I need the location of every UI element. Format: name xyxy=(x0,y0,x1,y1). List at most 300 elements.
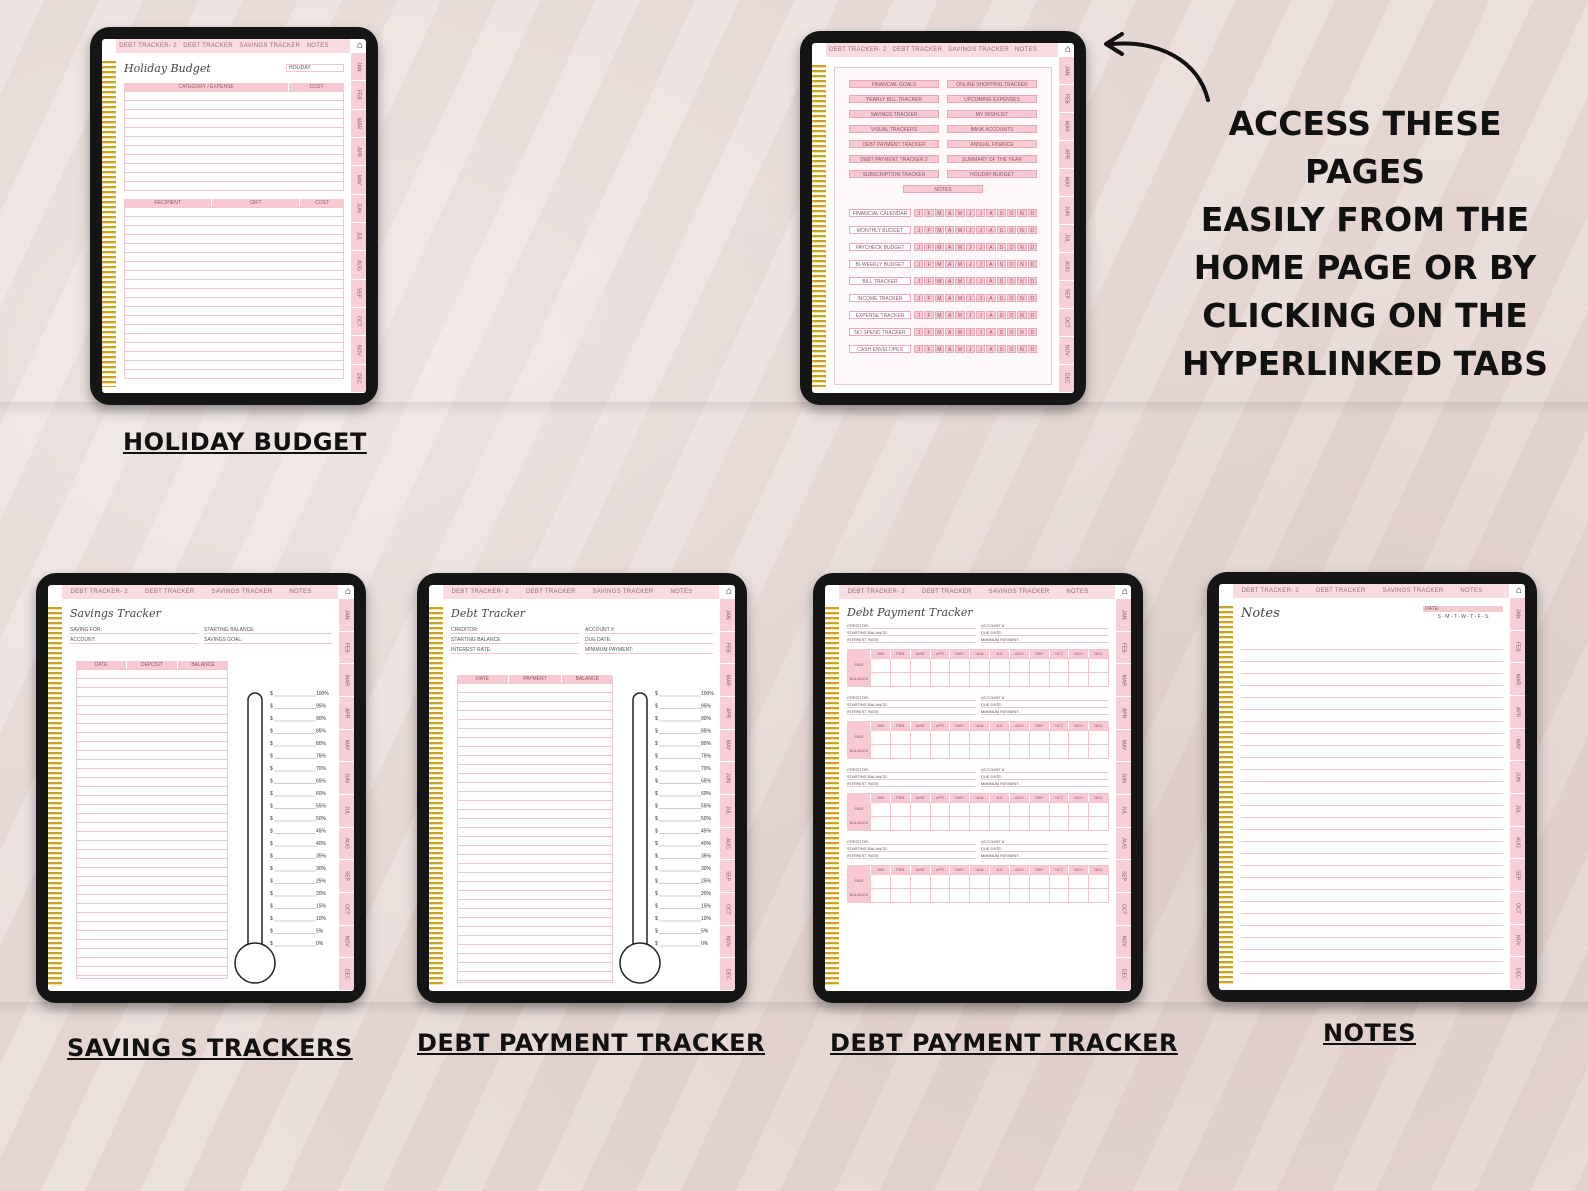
month-tab-jun[interactable]: JUN xyxy=(351,195,366,223)
home-month-link[interactable]: A xyxy=(986,328,995,336)
home-month-link[interactable]: N xyxy=(1017,294,1026,302)
home-link[interactable]: HOLIDAY BUDGET xyxy=(947,170,1037,178)
home-month-link[interactable]: O xyxy=(1007,345,1016,353)
home-month-link[interactable]: O xyxy=(1007,328,1016,336)
grid-cell[interactable] xyxy=(910,744,930,758)
monthly-payment-grid[interactable] xyxy=(847,865,1109,903)
home-month-link[interactable]: J xyxy=(914,277,923,285)
month-tab-sep[interactable]: SEP xyxy=(1510,859,1525,892)
month-tab-jan[interactable]: JAN xyxy=(351,53,366,81)
home-month-link[interactable]: A xyxy=(945,311,954,319)
grid-cell[interactable] xyxy=(910,730,930,744)
grid-cell[interactable] xyxy=(989,816,1009,830)
interest-rate-field[interactable]: INTEREST RATE: xyxy=(847,709,975,715)
home-month-link[interactable]: J xyxy=(914,345,923,353)
grid-cell[interactable] xyxy=(949,888,969,902)
starting-balance-field[interactable]: STARTING BALANCE: xyxy=(204,627,332,634)
expense-table[interactable] xyxy=(124,91,344,191)
month-tab-jul[interactable]: JUL xyxy=(339,795,354,828)
grid-cell[interactable] xyxy=(1068,744,1088,758)
home-month-link[interactable]: J xyxy=(966,311,975,319)
home-month-link[interactable]: O xyxy=(1007,311,1016,319)
home-link[interactable]: SUMMARY OF THE YEAR xyxy=(947,155,1037,163)
home-month-link[interactable]: J xyxy=(976,209,985,217)
home-month-link[interactable]: D xyxy=(1028,209,1037,217)
home-row-label[interactable]: NO SPEND TRACKER xyxy=(849,328,911,336)
nav-debt-tracker[interactable]: DEBT TRACKER xyxy=(144,589,195,595)
month-tab-nov[interactable]: NOV xyxy=(1116,926,1131,959)
home-month-link[interactable]: A xyxy=(945,294,954,302)
home-month-link[interactable]: F xyxy=(924,226,933,234)
month-tab-aug[interactable]: AUG xyxy=(720,828,735,861)
grid-cell[interactable] xyxy=(890,658,910,672)
grid-cell[interactable] xyxy=(890,744,910,758)
home-month-link[interactable]: M xyxy=(955,260,964,268)
home-month-link[interactable]: A xyxy=(986,260,995,268)
due-date-field[interactable]: DUE DATE: xyxy=(981,630,1109,636)
grid-cell[interactable] xyxy=(1009,888,1029,902)
home-month-link[interactable]: O xyxy=(1007,209,1016,217)
grid-cell[interactable] xyxy=(989,658,1009,672)
grid-cell[interactable] xyxy=(989,672,1009,686)
due-date-field[interactable]: DUE DATE: xyxy=(981,774,1109,780)
home-month-link[interactable]: J xyxy=(914,311,923,319)
month-tab-jun[interactable]: JUN xyxy=(1510,761,1525,794)
home-month-link[interactable]: A xyxy=(945,345,954,353)
home-row-label[interactable]: INCOME TRACKER xyxy=(849,294,911,302)
home-month-link[interactable]: S xyxy=(997,243,1006,251)
grid-cell[interactable] xyxy=(870,816,890,830)
minimum-payment-field[interactable]: MINIMUM PAYMENT: xyxy=(981,781,1109,787)
month-tab-feb[interactable]: FEB xyxy=(339,632,354,665)
grid-cell[interactable] xyxy=(969,888,989,902)
grid-cell[interactable] xyxy=(1009,658,1029,672)
month-tab-oct[interactable]: OCT xyxy=(1510,892,1525,925)
home-month-link[interactable]: A xyxy=(945,226,954,234)
grid-cell[interactable] xyxy=(910,816,930,830)
home-month-link[interactable]: J xyxy=(914,226,923,234)
grid-cell[interactable] xyxy=(949,874,969,888)
month-tab-feb[interactable]: FEB xyxy=(1510,631,1525,664)
grid-cell[interactable] xyxy=(989,744,1009,758)
month-tab-jun[interactable]: JUN xyxy=(1059,197,1074,225)
home-month-link[interactable]: A xyxy=(945,209,954,217)
home-month-link[interactable]: S xyxy=(997,294,1006,302)
account-field[interactable]: ACCOUNT #: xyxy=(981,623,1109,629)
month-tab-sep[interactable]: SEP xyxy=(1059,281,1074,309)
home-month-link[interactable]: M xyxy=(935,328,944,336)
month-tab-sep[interactable]: SEP xyxy=(1116,860,1131,893)
home-month-link[interactable]: F xyxy=(924,277,933,285)
starting-balance-field[interactable]: STARTING BALANCE: xyxy=(451,637,579,644)
home-link[interactable]: ONLINE SHOPPING TRACKER xyxy=(947,80,1037,88)
home-month-link[interactable]: M xyxy=(955,243,964,251)
home-month-link[interactable]: N xyxy=(1017,260,1026,268)
month-tab-apr[interactable]: APR xyxy=(1116,697,1131,730)
grid-cell[interactable] xyxy=(890,874,910,888)
grid-cell[interactable] xyxy=(969,802,989,816)
month-tab-feb[interactable]: FEB xyxy=(1059,85,1074,113)
grid-cell[interactable] xyxy=(910,658,930,672)
month-tab-nov[interactable]: NOV xyxy=(720,926,735,959)
home-month-link[interactable]: D xyxy=(1028,311,1037,319)
home-month-link[interactable]: M xyxy=(935,260,944,268)
home-row-label[interactable]: BILL TRACKER xyxy=(849,277,911,285)
grid-cell[interactable] xyxy=(949,658,969,672)
grid-cell[interactable] xyxy=(870,730,890,744)
due-date-field[interactable]: DUE DATE: xyxy=(585,637,713,644)
month-tab-apr[interactable]: APR xyxy=(720,697,735,730)
home-month-link[interactable]: M xyxy=(935,243,944,251)
grid-cell[interactable] xyxy=(1029,658,1049,672)
date-field[interactable]: DATE: xyxy=(1423,606,1503,612)
grid-cell[interactable] xyxy=(930,744,950,758)
home-month-link[interactable]: N xyxy=(1017,328,1026,336)
grid-cell[interactable] xyxy=(1009,744,1029,758)
home-month-link[interactable]: N xyxy=(1017,277,1026,285)
month-tab-may[interactable]: MAY xyxy=(339,730,354,763)
grid-cell[interactable] xyxy=(1068,802,1088,816)
grid-cell[interactable] xyxy=(930,888,950,902)
month-tab-mar[interactable]: MAR xyxy=(720,664,735,697)
home-icon[interactable]: ⌂ xyxy=(725,586,732,597)
grid-cell[interactable] xyxy=(969,730,989,744)
nav-savings-tracker[interactable]: SAVINGS TRACKER xyxy=(988,589,1050,595)
month-tab-jan[interactable]: JAN xyxy=(1059,57,1074,85)
interest-rate-field[interactable]: INTEREST RATE: xyxy=(847,637,975,643)
month-tab-oct[interactable]: OCT xyxy=(339,893,354,926)
grid-cell[interactable] xyxy=(969,874,989,888)
nav-notes[interactable]: NOTES xyxy=(1460,588,1483,594)
grid-cell[interactable] xyxy=(1029,730,1049,744)
grid-cell[interactable] xyxy=(1009,802,1029,816)
month-tab-nov[interactable]: NOV xyxy=(1510,925,1525,958)
nav-debt-tracker[interactable]: DEBT TRACKER xyxy=(525,589,576,595)
home-month-link[interactable]: M xyxy=(955,345,964,353)
grid-cell[interactable] xyxy=(890,672,910,686)
home-month-link[interactable]: A xyxy=(945,243,954,251)
month-tab-nov[interactable]: NOV xyxy=(351,336,366,364)
home-month-link[interactable]: J xyxy=(976,260,985,268)
home-month-link[interactable]: J xyxy=(976,277,985,285)
minimum-payment-field[interactable]: MINIMUM PAYMENT: xyxy=(585,647,713,654)
nav-debt-tracker-2[interactable]: DEBT TRACKER- 2 xyxy=(828,47,887,53)
home-month-link[interactable]: F xyxy=(924,345,933,353)
nav-debt-tracker-2[interactable]: DEBT TRACKER- 2 xyxy=(119,43,177,49)
nav-savings-tracker[interactable]: SAVINGS TRACKER xyxy=(239,43,301,49)
month-tab-may[interactable]: MAY xyxy=(1116,730,1131,763)
creditor-field[interactable]: CREDITOR: xyxy=(847,767,975,773)
saving-for-field[interactable]: SAVING FOR: xyxy=(70,627,198,634)
home-month-link[interactable]: F xyxy=(924,260,933,268)
home-month-link[interactable]: O xyxy=(1007,294,1016,302)
grid-cell[interactable] xyxy=(1068,658,1088,672)
month-tab-aug[interactable]: AUG xyxy=(1510,827,1525,860)
account-field[interactable]: ACCOUNT: xyxy=(70,637,198,644)
home-month-link[interactable]: N xyxy=(1017,209,1026,217)
home-icon[interactable]: ⌂ xyxy=(344,586,351,597)
account-field[interactable]: ACCOUNT #: xyxy=(981,839,1109,845)
home-month-link[interactable]: A xyxy=(945,260,954,268)
grid-cell[interactable] xyxy=(930,816,950,830)
home-month-link[interactable]: A xyxy=(986,345,995,353)
home-month-link[interactable]: J xyxy=(976,226,985,234)
month-tab-mar[interactable]: MAR xyxy=(1059,113,1074,141)
nav-debt-tracker-2[interactable]: DEBT TRACKER- 2 xyxy=(847,589,906,595)
grid-cell[interactable] xyxy=(1029,802,1049,816)
month-tab-jul[interactable]: JUL xyxy=(1510,794,1525,827)
nav-savings-tracker[interactable]: SAVINGS TRACKER xyxy=(211,589,273,595)
grid-cell[interactable] xyxy=(1029,874,1049,888)
home-month-link[interactable]: J xyxy=(914,294,923,302)
grid-cell[interactable] xyxy=(930,672,950,686)
home-month-link[interactable]: M xyxy=(935,277,944,285)
month-tab-mar[interactable]: MAR xyxy=(1116,664,1131,697)
home-month-link[interactable]: J xyxy=(976,243,985,251)
grid-cell[interactable] xyxy=(1029,672,1049,686)
month-tab-apr[interactable]: APR xyxy=(1059,141,1074,169)
home-link[interactable]: DEBT PAYMENT TRACKER xyxy=(849,140,939,148)
month-tab-may[interactable]: MAY xyxy=(1510,729,1525,762)
monthly-payment-grid[interactable] xyxy=(847,649,1109,687)
home-month-link[interactable]: O xyxy=(1007,243,1016,251)
home-month-link[interactable]: J xyxy=(976,311,985,319)
creditor-field[interactable]: CREDITOR: xyxy=(847,839,975,845)
grid-cell[interactable] xyxy=(1088,888,1108,902)
home-month-link[interactable]: A xyxy=(986,294,995,302)
nav-notes[interactable]: NOTES xyxy=(1014,47,1038,53)
nav-savings-tracker[interactable]: SAVINGS TRACKER xyxy=(1382,588,1444,594)
home-month-link[interactable]: J xyxy=(966,277,975,285)
grid-cell[interactable] xyxy=(890,816,910,830)
home-month-link[interactable]: M xyxy=(955,328,964,336)
home-month-link[interactable]: M xyxy=(955,294,964,302)
grid-cell[interactable] xyxy=(949,744,969,758)
month-tab-apr[interactable]: APR xyxy=(1510,696,1525,729)
grid-cell[interactable] xyxy=(1088,730,1108,744)
month-tab-sep[interactable]: SEP xyxy=(720,860,735,893)
grid-cell[interactable] xyxy=(1088,802,1108,816)
grid-cell[interactable] xyxy=(1049,888,1069,902)
month-tab-jun[interactable]: JUN xyxy=(1116,762,1131,795)
month-tab-may[interactable]: MAY xyxy=(351,166,366,194)
home-month-link[interactable]: J xyxy=(976,345,985,353)
home-month-link[interactable]: F xyxy=(924,243,933,251)
weekday-selector[interactable]: S - M - T - W - T - F - S xyxy=(1437,614,1489,620)
home-month-link[interactable]: O xyxy=(1007,260,1016,268)
month-tab-nov[interactable]: NOV xyxy=(1059,337,1074,365)
nav-debt-tracker[interactable]: DEBT TRACKER xyxy=(892,47,943,53)
home-month-link[interactable]: J xyxy=(914,209,923,217)
home-month-link[interactable]: D xyxy=(1028,345,1037,353)
home-month-link[interactable]: M xyxy=(935,311,944,319)
grid-cell[interactable] xyxy=(1029,816,1049,830)
grid-cell[interactable] xyxy=(1088,744,1108,758)
interest-rate-field[interactable]: INTEREST RATE: xyxy=(451,647,579,654)
home-month-link[interactable]: J xyxy=(914,260,923,268)
grid-cell[interactable] xyxy=(1068,672,1088,686)
home-icon[interactable]: ⌂ xyxy=(1515,585,1522,596)
home-month-link[interactable]: S xyxy=(997,226,1006,234)
home-month-link[interactable]: S xyxy=(997,311,1006,319)
home-row-label[interactable]: BI-WEEKLY BUDGET xyxy=(849,260,911,268)
grid-cell[interactable] xyxy=(969,658,989,672)
grid-cell[interactable] xyxy=(1068,874,1088,888)
month-tab-aug[interactable]: AUG xyxy=(1116,828,1131,861)
month-tab-sep[interactable]: SEP xyxy=(339,860,354,893)
month-tab-apr[interactable]: APR xyxy=(351,138,366,166)
home-link[interactable]: MY WISHLIST xyxy=(947,110,1037,118)
grid-cell[interactable] xyxy=(910,888,930,902)
nav-savings-tracker[interactable]: SAVINGS TRACKER xyxy=(592,589,654,595)
due-date-field[interactable]: DUE DATE: xyxy=(981,702,1109,708)
home-month-link[interactable]: J xyxy=(966,260,975,268)
home-row-label[interactable]: EXPENSE TRACKER xyxy=(849,311,911,319)
nav-debt-tracker[interactable]: DEBT TRACKER xyxy=(921,589,972,595)
grid-cell[interactable] xyxy=(1049,672,1069,686)
home-link[interactable]: UPCOMING EXPENSES xyxy=(947,95,1037,103)
grid-cell[interactable] xyxy=(969,816,989,830)
grid-cell[interactable] xyxy=(989,730,1009,744)
grid-cell[interactable] xyxy=(890,888,910,902)
account-field[interactable]: ACCOUNT #: xyxy=(585,627,713,634)
home-month-link[interactable]: D xyxy=(1028,328,1037,336)
month-tab-jul[interactable]: JUL xyxy=(1116,795,1131,828)
home-month-link[interactable]: M xyxy=(955,209,964,217)
month-tab-may[interactable]: MAY xyxy=(1059,169,1074,197)
home-row-label[interactable]: PAYCHECK BUDGET xyxy=(849,243,911,251)
minimum-payment-field[interactable]: MINIMUM PAYMENT: xyxy=(981,853,1109,859)
grid-cell[interactable] xyxy=(870,874,890,888)
grid-cell[interactable] xyxy=(1049,802,1069,816)
nav-debt-tracker[interactable]: DEBT TRACKER xyxy=(1315,588,1366,594)
home-month-link[interactable]: A xyxy=(986,243,995,251)
home-month-link[interactable]: N xyxy=(1017,226,1026,234)
grid-cell[interactable] xyxy=(1049,744,1069,758)
home-month-link[interactable]: J xyxy=(966,345,975,353)
home-month-link[interactable]: A xyxy=(986,209,995,217)
month-tab-nov[interactable]: NOV xyxy=(339,926,354,959)
nav-notes[interactable]: NOTES xyxy=(1066,589,1089,595)
grid-cell[interactable] xyxy=(949,672,969,686)
home-month-link[interactable]: A xyxy=(945,277,954,285)
month-tab-feb[interactable]: FEB xyxy=(1116,632,1131,665)
home-month-link[interactable]: J xyxy=(966,226,975,234)
home-month-link[interactable]: F xyxy=(924,311,933,319)
home-month-link[interactable]: J xyxy=(966,328,975,336)
creditor-field[interactable]: CREDITOR: xyxy=(847,695,975,701)
grid-cell[interactable] xyxy=(1049,874,1069,888)
month-tab-mar[interactable]: MAR xyxy=(339,664,354,697)
grid-cell[interactable] xyxy=(1009,672,1029,686)
home-icon[interactable]: ⌂ xyxy=(1121,586,1128,597)
grid-cell[interactable] xyxy=(870,672,890,686)
home-month-link[interactable]: S xyxy=(997,345,1006,353)
month-tab-aug[interactable]: AUG xyxy=(351,251,366,279)
month-tab-dec[interactable]: DEC xyxy=(1510,957,1525,990)
grid-cell[interactable] xyxy=(1088,874,1108,888)
month-tab-oct[interactable]: OCT xyxy=(720,893,735,926)
home-month-link[interactable]: J xyxy=(966,209,975,217)
month-tab-dec[interactable]: DEC xyxy=(1116,958,1131,991)
grid-cell[interactable] xyxy=(870,658,890,672)
home-month-link[interactable]: A xyxy=(986,226,995,234)
nav-notes[interactable]: NOTES xyxy=(670,589,693,595)
month-tab-oct[interactable]: OCT xyxy=(351,308,366,336)
month-tab-feb[interactable]: FEB xyxy=(720,632,735,665)
nav-debt-tracker-2[interactable]: DEBT TRACKER- 2 xyxy=(1241,588,1300,594)
grid-cell[interactable] xyxy=(989,888,1009,902)
month-tab-feb[interactable]: FEB xyxy=(351,81,366,109)
home-month-link[interactable]: J xyxy=(914,328,923,336)
home-link-notes[interactable]: NOTES xyxy=(903,185,983,193)
month-tab-aug[interactable]: AUG xyxy=(339,828,354,861)
account-field[interactable]: ACCOUNT #: xyxy=(981,695,1109,701)
home-link[interactable]: YEARLY BILL TRACKER xyxy=(849,95,939,103)
home-link[interactable]: ANNUAL FINANCE xyxy=(947,140,1037,148)
grid-cell[interactable] xyxy=(949,802,969,816)
home-month-link[interactable]: M xyxy=(955,226,964,234)
home-month-link[interactable]: N xyxy=(1017,311,1026,319)
grid-cell[interactable] xyxy=(1068,888,1088,902)
month-tab-jan[interactable]: JAN xyxy=(339,599,354,632)
month-tab-jan[interactable]: JAN xyxy=(1116,599,1131,632)
month-tab-aug[interactable]: AUG xyxy=(1059,253,1074,281)
grid-cell[interactable] xyxy=(870,888,890,902)
starting-balance-field[interactable]: STARTING BALANCE: xyxy=(847,702,975,708)
grid-cell[interactable] xyxy=(969,672,989,686)
home-month-link[interactable]: D xyxy=(1028,277,1037,285)
home-month-link[interactable]: A xyxy=(986,277,995,285)
month-tab-dec[interactable]: DEC xyxy=(1059,365,1074,393)
home-row-label[interactable]: FINANCIAL CALENDAR xyxy=(849,209,911,217)
home-month-link[interactable]: J xyxy=(966,294,975,302)
month-tab-jun[interactable]: JUN xyxy=(720,762,735,795)
grid-cell[interactable] xyxy=(870,802,890,816)
interest-rate-field[interactable]: INTEREST RATE: xyxy=(847,853,975,859)
home-link[interactable]: SAVINGS TRACKER xyxy=(849,110,939,118)
nav-debt-tracker[interactable]: DEBT TRACKER xyxy=(183,43,233,49)
home-month-link[interactable]: O xyxy=(1007,277,1016,285)
grid-cell[interactable] xyxy=(1009,874,1029,888)
home-month-link[interactable]: S xyxy=(997,277,1006,285)
home-month-link[interactable]: J xyxy=(976,328,985,336)
home-row-label[interactable]: MONTHLY BUDGET xyxy=(849,226,911,234)
grid-cell[interactable] xyxy=(1009,816,1029,830)
home-link[interactable]: FINANCIAL GOALS xyxy=(849,80,939,88)
grid-cell[interactable] xyxy=(890,802,910,816)
grid-cell[interactable] xyxy=(1088,672,1108,686)
month-tab-mar[interactable]: MAR xyxy=(1510,663,1525,696)
home-link[interactable]: SUBSCRIPTION TRACKER xyxy=(849,170,939,178)
grid-cell[interactable] xyxy=(1049,816,1069,830)
grid-cell[interactable] xyxy=(1068,730,1088,744)
month-tab-oct[interactable]: OCT xyxy=(1116,893,1131,926)
grid-cell[interactable] xyxy=(1049,658,1069,672)
grid-cell[interactable] xyxy=(1029,744,1049,758)
home-link[interactable]: BANK ACCOUNTS xyxy=(947,125,1037,133)
home-month-link[interactable]: F xyxy=(924,294,933,302)
grid-cell[interactable] xyxy=(910,874,930,888)
savings-table[interactable] xyxy=(76,669,228,979)
grid-cell[interactable] xyxy=(1088,816,1108,830)
home-month-link[interactable]: N xyxy=(1017,345,1026,353)
starting-balance-field[interactable]: STARTING BALANCE: xyxy=(847,774,975,780)
home-month-link[interactable]: M xyxy=(935,345,944,353)
grid-cell[interactable] xyxy=(930,802,950,816)
grid-cell[interactable] xyxy=(910,802,930,816)
month-tab-oct[interactable]: OCT xyxy=(1059,309,1074,337)
